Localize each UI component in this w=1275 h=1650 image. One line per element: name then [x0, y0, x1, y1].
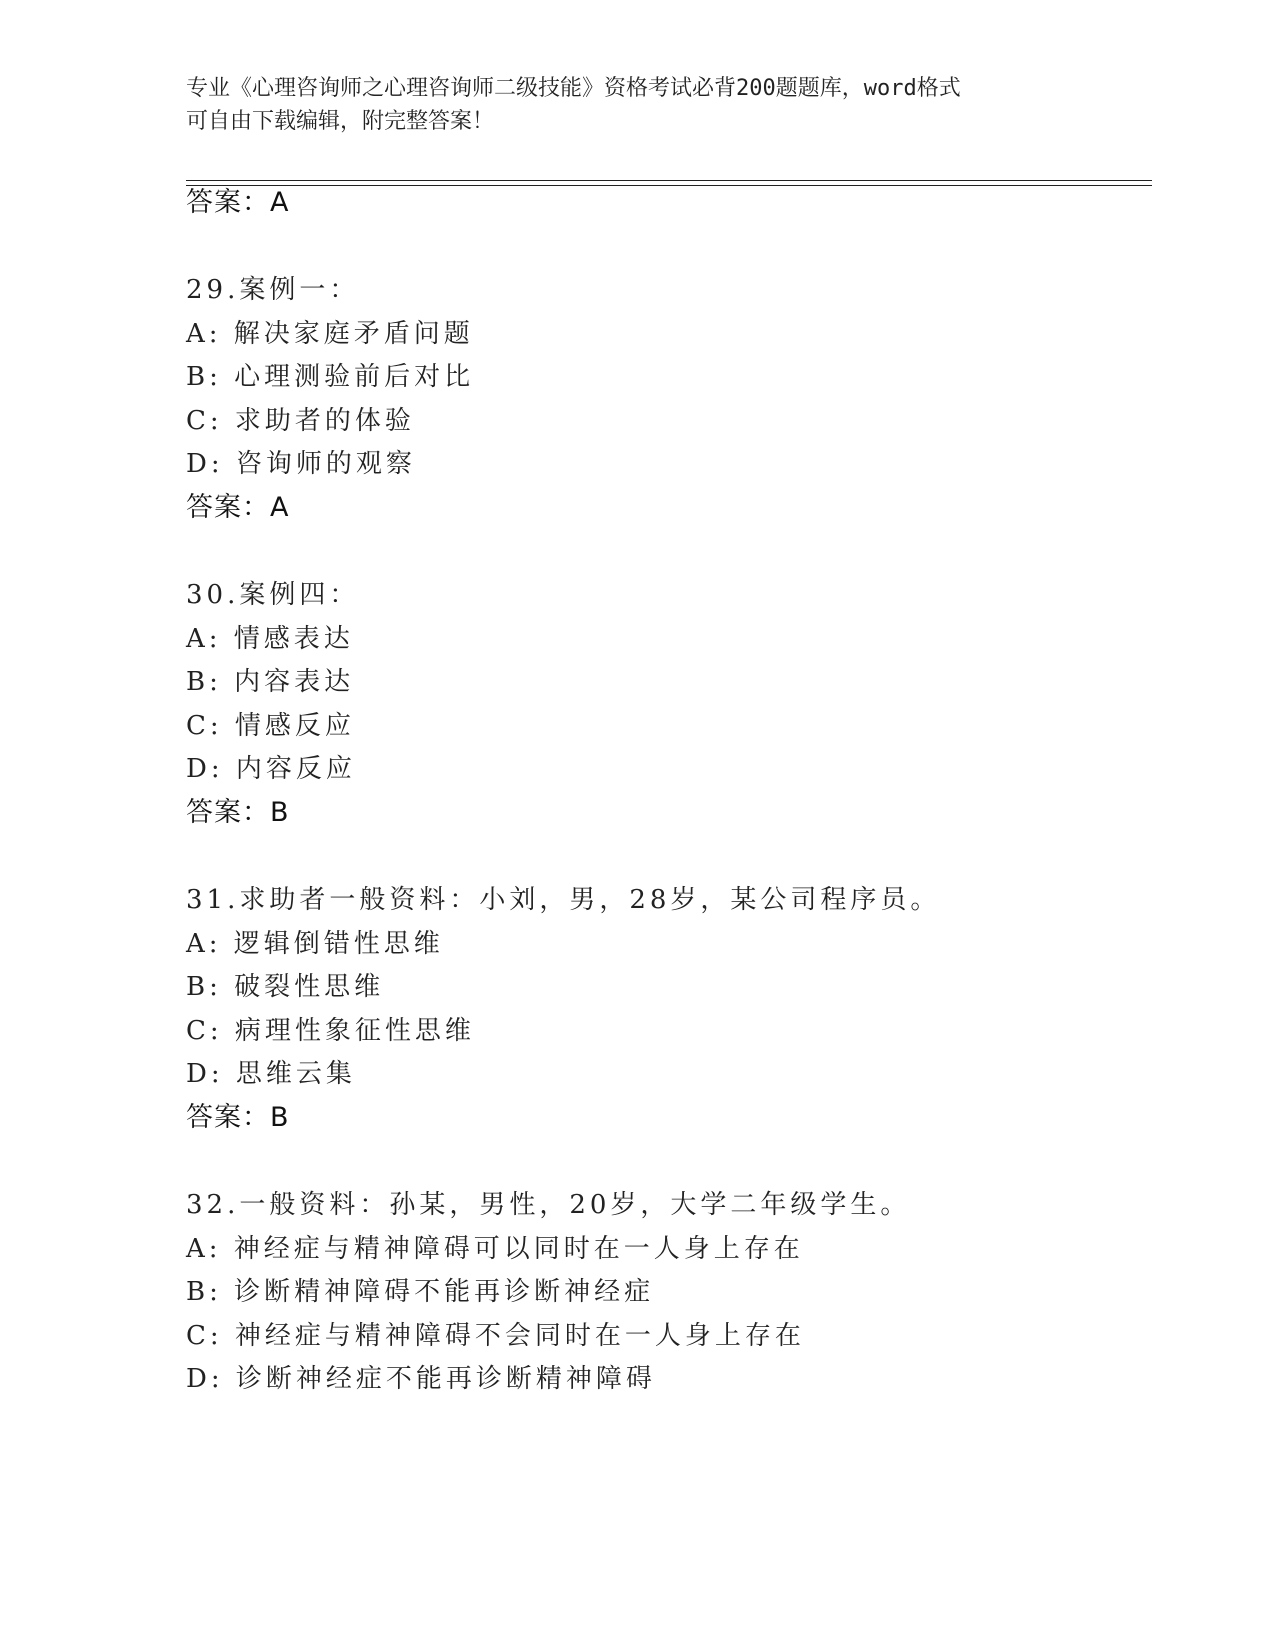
question-31-option-b: B: 破裂性思维 — [186, 972, 385, 1002]
question-31-option-a: A: 逻辑倒错性思维 — [186, 929, 444, 959]
question-32-option-d: D: 诊断神经症不能再诊断精神障碍 — [186, 1364, 656, 1394]
question-30-option-d: D: 内容反应 — [186, 754, 356, 784]
question-32-option-a: A: 神经症与精神障碍可以同时在一人身上存在 — [186, 1234, 804, 1264]
header-rule-top — [186, 180, 1152, 181]
question-31-option-d: D: 思维云集 — [186, 1059, 356, 1089]
header-line-2: 可自由下载编辑，附完整答案！ — [186, 109, 495, 134]
question-30-option-a: A: 情感表达 — [186, 624, 354, 654]
header-rule-bottom — [186, 185, 1152, 186]
question-29-option-a: A: 解决家庭矛盾问题 — [186, 319, 474, 349]
document-header — [186, 72, 1066, 138]
question-29-option-b: B: 心理测验前后对比 — [186, 362, 475, 392]
question-29-title: 29.案例一： — [186, 275, 360, 305]
question-29-option-c: C: 求助者的体验 — [186, 406, 415, 436]
answer-29: 答案：A — [186, 492, 290, 523]
question-32-title: 32.一般资料：孙某，男性，20岁，大学二年级学生。 — [186, 1190, 911, 1220]
answer-28: 答案：A — [186, 187, 290, 218]
question-31-title: 31.求助者一般资料：小刘，男，28岁，某公司程序员。 — [186, 885, 941, 915]
question-29-option-d: D: 咨询师的观察 — [186, 449, 416, 479]
question-30-title: 30.案例四： — [186, 580, 360, 610]
question-30-option-b: B: 内容表达 — [186, 667, 355, 697]
answer-31: 答案：B — [186, 1102, 290, 1133]
question-32-option-b: B: 诊断精神障碍不能再诊断神经症 — [186, 1277, 655, 1307]
question-32-option-c: C: 神经症与精神障碍不会同时在一人身上存在 — [186, 1321, 805, 1351]
header-line-1: 专业《心理咨询师之心理咨询师二级技能》资格考试必背200题题库，word格式 — [186, 76, 961, 101]
question-30-option-c: C: 情感反应 — [186, 711, 355, 741]
answer-30: 答案：B — [186, 797, 290, 828]
question-31-option-c: C: 病理性象征性思维 — [186, 1016, 475, 1046]
